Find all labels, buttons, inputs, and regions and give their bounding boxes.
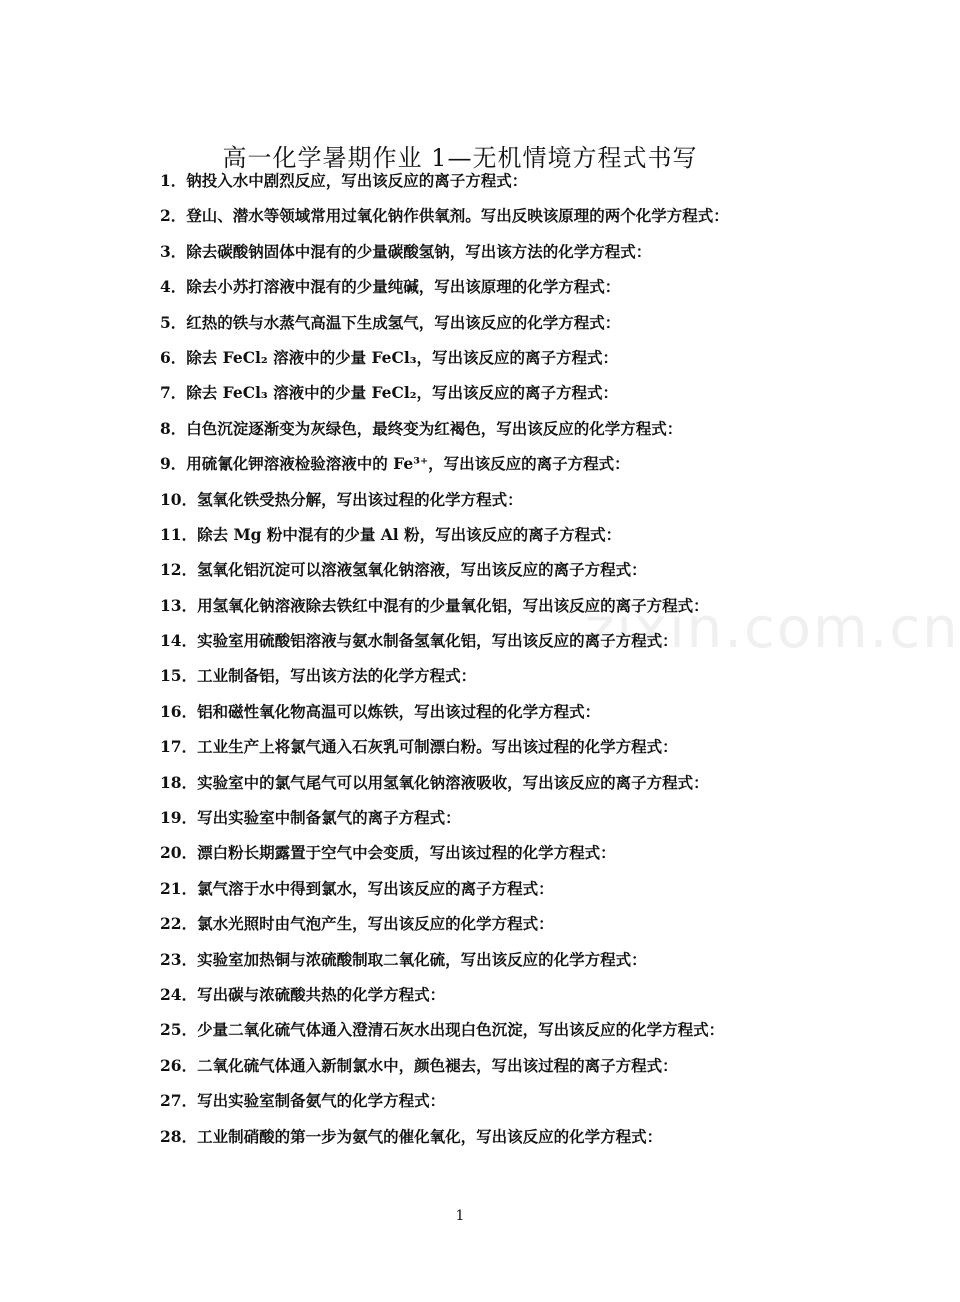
question-item: 19．写出实验室中制备氯气的离子方程式： (160, 808, 461, 828)
question-item: 7．除去 FeCl₃ 溶液中的少量 FeCl₂，写出该反应的离子方程式： (160, 383, 619, 403)
question-item: 4．除去小苏打溶液中混有的少量纯碱，写出该原理的化学方程式： (160, 277, 621, 297)
question-item: 25．少量二氧化硫气体通入澄清石灰水出现白色沉淀，写出该反应的化学方程式： (160, 1020, 725, 1040)
question-item: 9．用硫氰化钾溶液检验溶液中的 Fe³⁺，写出该反应的离子方程式： (160, 454, 630, 474)
question-item: 12．氢氧化铝沉淀可以溶液氢氧化钠溶液，写出该反应的离子方程式： (160, 560, 647, 580)
question-item: 13．用氢氧化钠溶液除去铁红中混有的少量氧化铝，写出该反应的离子方程式： (160, 595, 709, 615)
question-item: 3．除去碳酸钠固体中混有的少量碳酸氢钠，写出该方法的化学方程式： (160, 241, 652, 261)
question-item: 10．氢氧化铁受热分解，写出该过程的化学方程式： (160, 489, 523, 509)
page-title: 高一化学暑期作业 1—无机情境方程式书写 (222, 144, 698, 173)
question-item: 15．工业制备铝，写出该方法的化学方程式： (160, 666, 477, 686)
question-item: 23．实验室加热铜与浓硫酸制取二氧化硫，写出该反应的化学方程式： (160, 949, 647, 969)
question-item: 28．工业制硝酸的第一步为氨气的催化氧化，写出该反应的化学方程式： (160, 1126, 663, 1146)
question-item: 11．除去 Mg 粉中混有的少量 Al 粉，写出该反应的离子方程式： (160, 524, 622, 544)
question-item: 18．实验室中的氯气尾气可以用氢氧化钠溶液吸收，写出该反应的离子方程式： (160, 772, 709, 792)
question-item: 1．钠投入水中剧烈反应，写出该反应的离子方程式： (160, 171, 528, 190)
question-item: 6．除去 FeCl₂ 溶液中的少量 FeCl₃，写出该反应的离子方程式： (160, 347, 619, 367)
question-item: 27．写出实验室制备氨气的化学方程式： (160, 1091, 446, 1111)
page-number: 1 (455, 1208, 465, 1224)
question-item: 17．工业生产上将氯气通入石灰乳可制漂白粉。写出该过程的化学方程式： (160, 737, 678, 757)
question-item: 20．漂白粉长期露置于空气中会变质，写出该过程的化学方程式： (160, 843, 616, 863)
question-list (160, 171, 900, 1162)
question-item: 16．铝和磁性氧化物高温可以炼铁，写出该过程的化学方程式： (160, 701, 601, 721)
question-item: 8．白色沉淀逐渐变为灰绿色，最终变为红褐色，写出该反应的化学方程式： (160, 418, 683, 438)
question-item: 5．红热的铁与水蒸气高温下生成氢气，写出该反应的化学方程式： (160, 312, 621, 332)
question-item: 22．氯水光照时由气泡产生，写出该反应的化学方程式： (160, 914, 554, 934)
watermark: zixin.com.cn (585, 596, 960, 661)
question-item: 2．登山、潜水等领域常用过氧化钠作供氧剂。写出反映该原理的两个化学方程式： (160, 206, 729, 226)
question-item: 24．写出碳与浓硫酸共热的化学方程式： (160, 984, 446, 1004)
question-item: 21．氯气溶于水中得到氯水，写出该反应的离子方程式： (160, 878, 554, 898)
question-item: 14．实验室用硫酸铝溶液与氨水制备氢氧化铝，写出该反应的离子方程式： (160, 631, 678, 651)
question-item: 26．二氧化硫气体通入新制氯水中，颜色褪去，写出该过程的离子方程式： (160, 1055, 678, 1075)
